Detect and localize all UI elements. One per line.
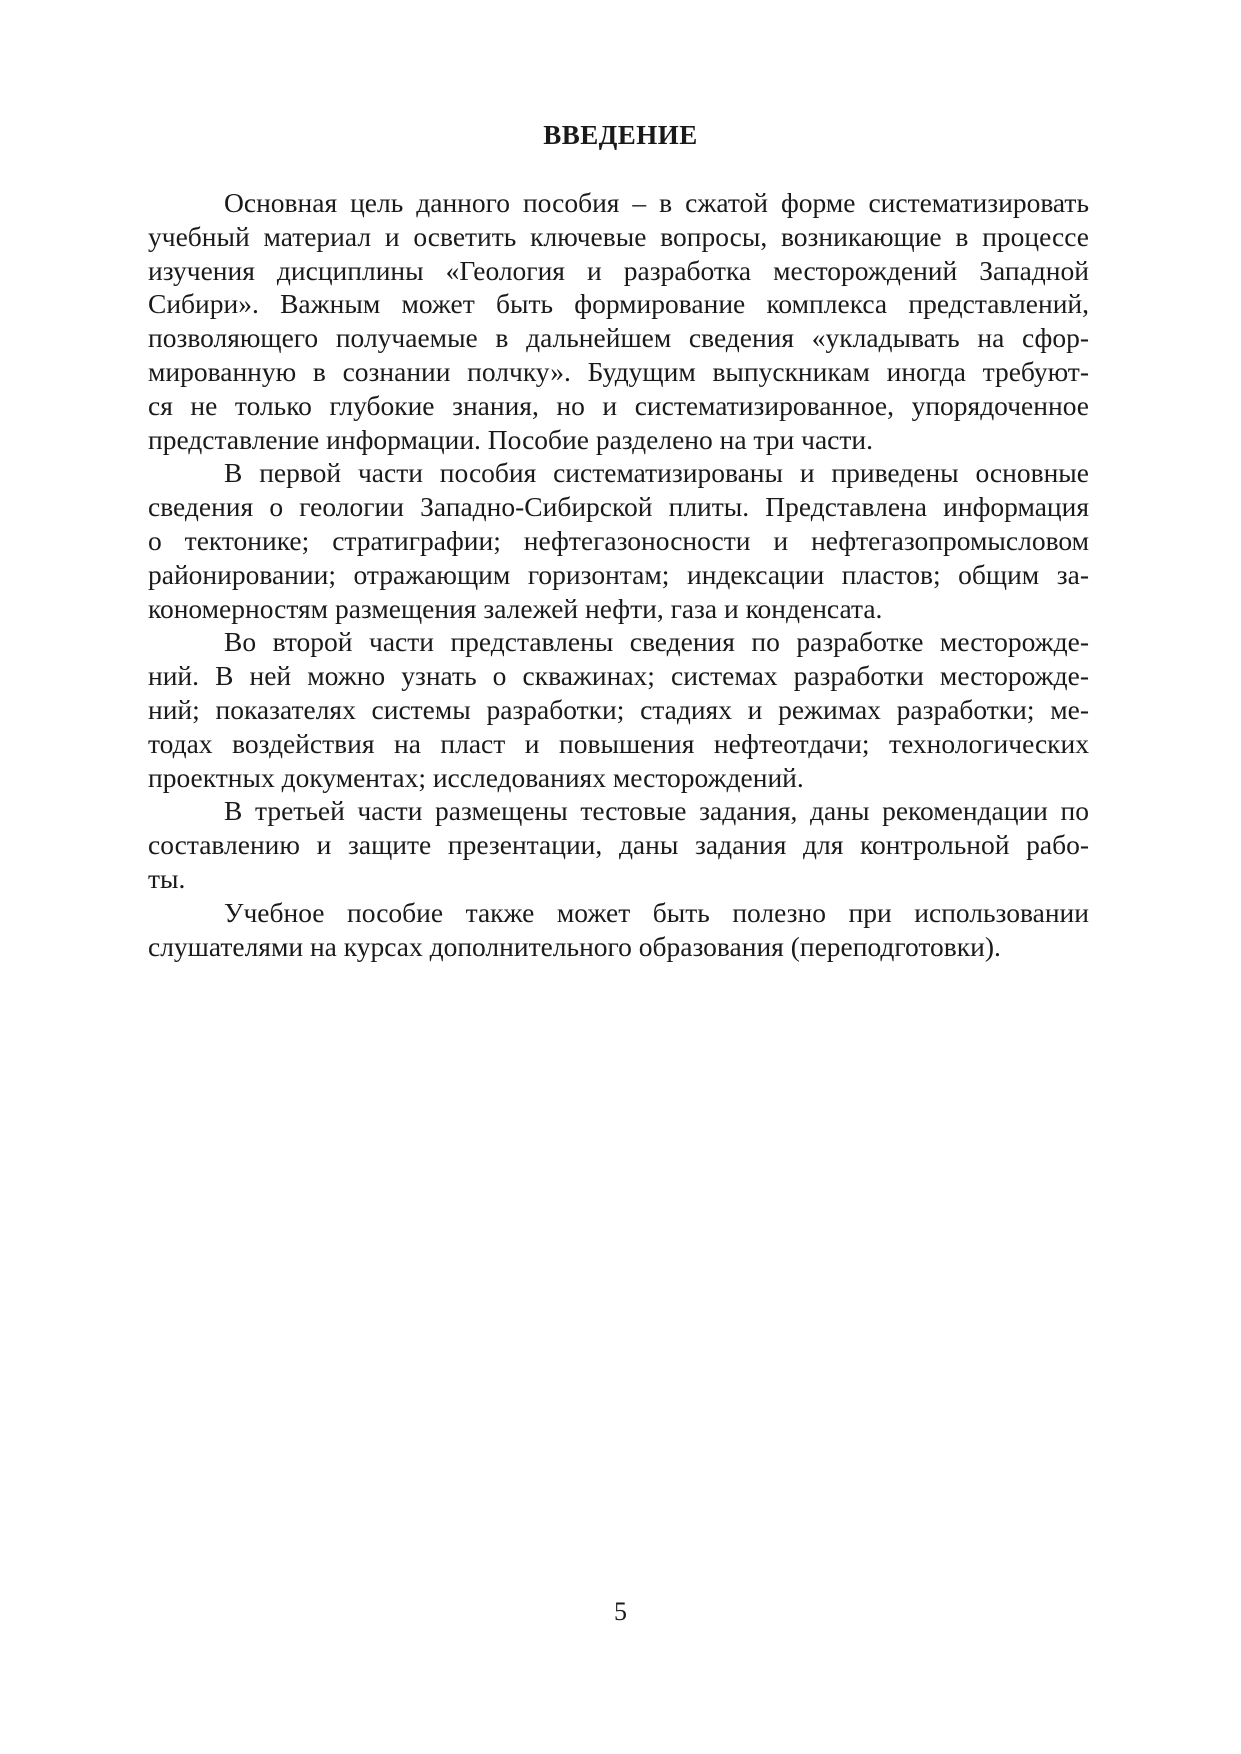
text-line: Во второй части представлены сведения по разработке месторожде- bbox=[224, 626, 1089, 658]
text-line: слушателями на курсах дополнительного образования (переподготовки). bbox=[148, 930, 1001, 962]
body-text bbox=[148, 186, 1089, 963]
text-line: составлению и защите презентации, даны задания для контрольной рабо- bbox=[148, 829, 1089, 861]
paragraph-2 bbox=[148, 456, 1089, 625]
text-line: тодах воздействия на пласт и повышения нефтеотдачи; технологических bbox=[148, 727, 1089, 759]
text-line: Сибири». Важным может быть формирование комплекса представлений, bbox=[148, 288, 1089, 320]
text-line: ний; показателях системы разработки; стадиях и режимах разработки; ме- bbox=[148, 693, 1089, 725]
text-line: учебный материал и осветить ключевые вопросы, возникающие в процессе bbox=[148, 220, 1089, 252]
text-line: изучения дисциплины «Геология и разработка месторождений Западной bbox=[148, 254, 1089, 286]
text-line: ний. В ней можно узнать о скважинах; системах разработки месторожде- bbox=[148, 660, 1089, 692]
text-line: ся не только глубокие знания, но и систематизированное, упорядоченное bbox=[148, 389, 1089, 421]
text-line: районировании; отражающим горизонтам; индексации пластов; общим за- bbox=[148, 558, 1089, 590]
text-line: В третьей части размещены тестовые задания, даны рекомендации по bbox=[224, 795, 1089, 827]
paragraph-1 bbox=[148, 186, 1089, 456]
text-line: Учебное пособие также может быть полезно при использовании bbox=[224, 896, 1089, 928]
text-line: о тектонике; стратиграфии; нефтегазоносности и нефтегазопромысловом bbox=[148, 524, 1089, 556]
paragraph-3 bbox=[148, 625, 1089, 794]
text-line: сведения о геологии Западно-Сибирской плиты. Представлена информация bbox=[148, 491, 1089, 523]
paragraph-4 bbox=[148, 794, 1089, 895]
page-number: 5 bbox=[614, 1597, 627, 1626]
text-line: позволяющего получаемые в дальнейшем сведения «укладывать на сфор- bbox=[148, 322, 1089, 354]
text-line: представление информации. Пособие разделено на три части. bbox=[148, 423, 873, 455]
page-title: ВВЕДЕНИЕ bbox=[543, 120, 698, 150]
text-line: Основная цель данного пособия – в сжатой форме систематизировать bbox=[224, 187, 1089, 218]
paragraph-5 bbox=[148, 896, 1089, 964]
text-line: проектных документах; исследованиях месторождений. bbox=[148, 761, 804, 793]
text-line: ты. bbox=[148, 862, 186, 894]
text-line: В первой части пособия систематизированы и приведены основные bbox=[224, 457, 1089, 489]
text-line: мированную в сознании полчку». Будущим выпускникам иногда требуют- bbox=[148, 355, 1089, 387]
text-line: кономерностям размещения залежей нефти, газа и конденсата. bbox=[148, 592, 883, 624]
